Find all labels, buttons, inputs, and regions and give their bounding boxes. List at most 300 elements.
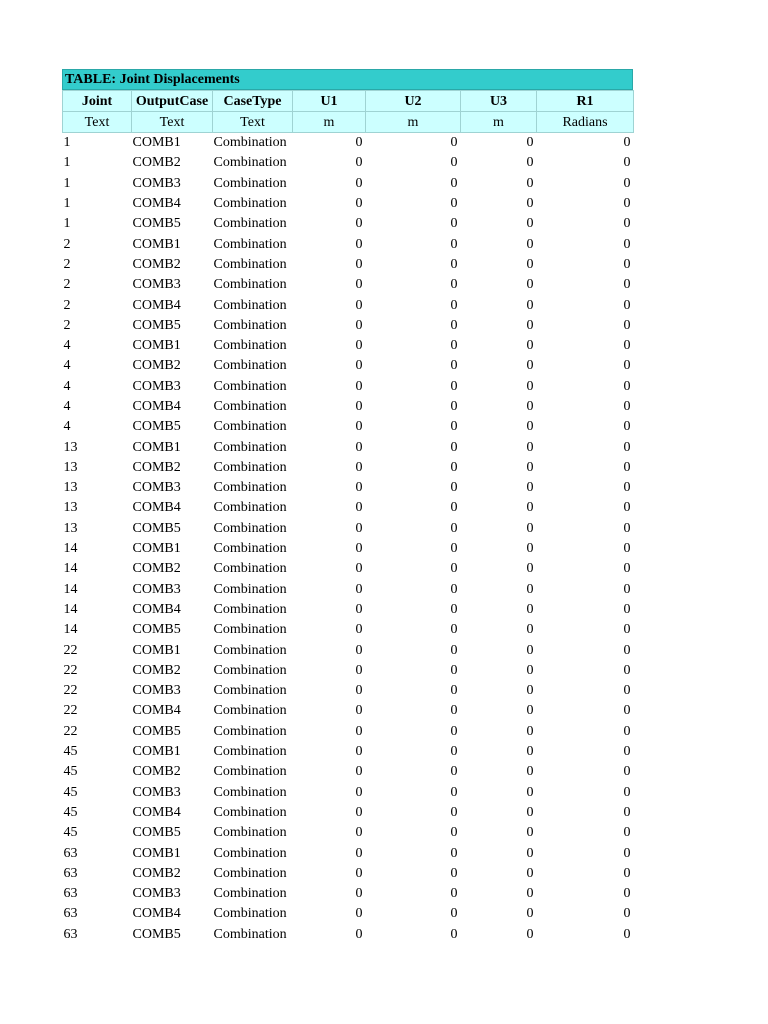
cell-r1: 0 (623, 500, 631, 516)
table-row (63, 600, 634, 620)
table-row (63, 133, 634, 154)
cell-u3: 0 (526, 926, 534, 942)
cell-joint: 45 (63, 825, 78, 841)
cell-u3: 0 (526, 865, 534, 881)
cell-r1: 0 (623, 439, 631, 455)
cell-u2: 0 (450, 338, 458, 354)
cell-outputcase: COMB2 (132, 561, 181, 577)
cell-casetype: Combination (213, 297, 287, 313)
cell-u3: 0 (526, 622, 534, 638)
unit-r1: Radians (537, 112, 634, 133)
table-row (63, 559, 634, 579)
cell-u2: 0 (450, 784, 458, 800)
cell-r1: 0 (623, 723, 631, 739)
header-r1: R1 (537, 91, 634, 112)
unit-u3: m (461, 112, 537, 133)
cell-outputcase: COMB3 (132, 784, 181, 800)
cell-casetype: Combination (213, 378, 287, 394)
cell-r1: 0 (623, 784, 631, 800)
unit-joint: Text (63, 112, 132, 133)
cell-joint: 22 (63, 703, 78, 719)
table-row (63, 783, 634, 803)
cell-u3: 0 (526, 175, 534, 191)
table-row (63, 722, 634, 742)
cell-casetype: Combination (213, 906, 287, 922)
table-row (63, 843, 634, 863)
cell-outputcase: COMB1 (132, 845, 181, 861)
cell-u2: 0 (450, 236, 458, 252)
cell-casetype: Combination (213, 926, 287, 942)
unit-casetype: Text (213, 112, 293, 133)
cell-casetype: Combination (213, 155, 287, 171)
cell-u3: 0 (526, 317, 534, 333)
cell-outputcase: COMB3 (132, 175, 181, 191)
cell-u2: 0 (450, 683, 458, 699)
cell-u2: 0 (450, 135, 458, 151)
cell-outputcase: COMB5 (132, 520, 181, 536)
table-row (63, 498, 634, 518)
cell-u1: 0 (355, 520, 363, 536)
cell-casetype: Combination (213, 541, 287, 557)
cell-u1: 0 (355, 784, 363, 800)
cell-u2: 0 (450, 196, 458, 212)
cell-casetype: Combination (213, 886, 287, 902)
cell-r1: 0 (623, 277, 631, 293)
header-row (63, 91, 634, 112)
cell-casetype: Combination (213, 622, 287, 638)
cell-u2: 0 (450, 723, 458, 739)
cell-r1: 0 (623, 906, 631, 922)
cell-u2: 0 (450, 256, 458, 272)
cell-casetype: Combination (213, 419, 287, 435)
cell-u2: 0 (450, 764, 458, 780)
cell-joint: 1 (63, 155, 71, 171)
table-row (63, 316, 634, 336)
cell-outputcase: COMB1 (132, 744, 181, 760)
cell-joint: 14 (63, 601, 78, 617)
cell-u2: 0 (450, 703, 458, 719)
cell-u3: 0 (526, 135, 534, 151)
cell-u3: 0 (526, 439, 534, 455)
cell-outputcase: COMB5 (132, 723, 181, 739)
cell-u3: 0 (526, 480, 534, 496)
cell-u1: 0 (355, 135, 363, 151)
cell-casetype: Combination (213, 642, 287, 658)
cell-outputcase: COMB1 (132, 338, 181, 354)
cell-joint: 45 (63, 804, 78, 820)
cell-u3: 0 (526, 804, 534, 820)
table-row (63, 823, 634, 843)
cell-joint: 13 (63, 520, 78, 536)
cell-u1: 0 (355, 886, 363, 902)
cell-u3: 0 (526, 541, 534, 557)
cell-u3: 0 (526, 723, 534, 739)
cell-outputcase: COMB2 (132, 155, 181, 171)
cell-u3: 0 (526, 662, 534, 678)
cell-u2: 0 (450, 277, 458, 293)
cell-u3: 0 (526, 236, 534, 252)
cell-casetype: Combination (213, 601, 287, 617)
cell-u2: 0 (450, 642, 458, 658)
cell-u2: 0 (450, 480, 458, 496)
table-row (63, 336, 634, 356)
cell-casetype: Combination (213, 764, 287, 780)
cell-joint: 1 (63, 175, 71, 191)
table-row (63, 417, 634, 437)
cell-u2: 0 (450, 865, 458, 881)
cell-u1: 0 (355, 561, 363, 577)
cell-joint: 22 (63, 662, 78, 678)
cell-u1: 0 (355, 744, 363, 760)
cell-u2: 0 (450, 601, 458, 617)
cell-u3: 0 (526, 825, 534, 841)
cell-casetype: Combination (213, 317, 287, 333)
unit-u2: m (366, 112, 461, 133)
cell-u1: 0 (355, 683, 363, 699)
table-row (63, 640, 634, 660)
cell-u1: 0 (355, 541, 363, 557)
cell-casetype: Combination (213, 825, 287, 841)
cell-u2: 0 (450, 500, 458, 516)
cell-joint: 2 (63, 317, 71, 333)
header-u1: U1 (293, 91, 366, 112)
cell-joint: 1 (63, 196, 71, 212)
cell-outputcase: COMB5 (132, 622, 181, 638)
cell-casetype: Combination (213, 500, 287, 516)
table-row (63, 580, 634, 600)
cell-u2: 0 (450, 825, 458, 841)
cell-r1: 0 (623, 926, 631, 942)
cell-u1: 0 (355, 601, 363, 617)
cell-outputcase: COMB4 (132, 500, 181, 516)
table-row (63, 174, 634, 194)
cell-u1: 0 (355, 358, 363, 374)
cell-r1: 0 (623, 804, 631, 820)
cell-u3: 0 (526, 338, 534, 354)
cell-u1: 0 (355, 703, 363, 719)
cell-casetype: Combination (213, 135, 287, 151)
cell-r1: 0 (623, 825, 631, 841)
cell-u2: 0 (450, 906, 458, 922)
cell-joint: 2 (63, 297, 71, 313)
cell-u2: 0 (450, 520, 458, 536)
cell-casetype: Combination (213, 338, 287, 354)
cell-casetype: Combination (213, 804, 287, 820)
cell-casetype: Combination (213, 216, 287, 232)
cell-joint: 4 (63, 399, 71, 414)
cell-u1: 0 (355, 399, 363, 414)
cell-u1: 0 (355, 459, 363, 475)
cell-joint: 22 (63, 683, 78, 699)
cell-joint: 14 (63, 622, 78, 638)
cell-outputcase: COMB3 (132, 277, 181, 293)
cell-r1: 0 (623, 135, 631, 151)
cell-outputcase: COMB5 (132, 317, 181, 333)
cell-joint: 22 (63, 723, 78, 739)
cell-joint: 13 (63, 480, 78, 496)
table-row (63, 742, 634, 762)
cell-u3: 0 (526, 297, 534, 313)
cell-u1: 0 (355, 926, 363, 942)
unit-u1: m (293, 112, 366, 133)
table-row (63, 701, 634, 721)
cell-casetype: Combination (213, 723, 287, 739)
cell-u3: 0 (526, 642, 534, 658)
cell-outputcase: COMB2 (132, 865, 181, 881)
cell-r1: 0 (623, 865, 631, 881)
cell-joint: 45 (63, 744, 78, 760)
table-row (63, 275, 634, 295)
cell-casetype: Combination (213, 561, 287, 577)
cell-u1: 0 (355, 216, 363, 232)
joint-displacements-sheet (62, 69, 633, 945)
cell-u2: 0 (450, 419, 458, 435)
cell-r1: 0 (623, 886, 631, 902)
cell-u1: 0 (355, 804, 363, 820)
cell-outputcase: COMB3 (132, 480, 181, 496)
cell-u1: 0 (355, 439, 363, 455)
cell-joint: 13 (63, 500, 78, 516)
cell-outputcase: COMB5 (132, 419, 181, 435)
cell-outputcase: COMB4 (132, 297, 181, 313)
table-row (63, 255, 634, 275)
cell-u3: 0 (526, 906, 534, 922)
cell-u3: 0 (526, 378, 534, 394)
table-row (63, 214, 634, 234)
cell-u1: 0 (355, 764, 363, 780)
cell-r1: 0 (623, 297, 631, 313)
cell-u1: 0 (355, 378, 363, 394)
cell-u2: 0 (450, 886, 458, 902)
cell-joint: 1 (63, 216, 71, 232)
cell-outputcase: COMB2 (132, 662, 181, 678)
cell-u2: 0 (450, 155, 458, 171)
cell-u3: 0 (526, 683, 534, 699)
cell-u1: 0 (355, 825, 363, 841)
cell-joint: 45 (63, 784, 78, 800)
cell-casetype: Combination (213, 520, 287, 536)
cell-joint: 63 (63, 886, 78, 902)
cell-joint: 4 (63, 338, 71, 354)
cell-u3: 0 (526, 764, 534, 780)
cell-joint: 4 (63, 378, 71, 394)
cell-r1: 0 (623, 459, 631, 475)
cell-outputcase: COMB2 (132, 764, 181, 780)
cell-u1: 0 (355, 256, 363, 272)
table-row (63, 478, 634, 498)
cell-r1: 0 (623, 561, 631, 577)
cell-u3: 0 (526, 277, 534, 293)
table-row (63, 194, 634, 214)
cell-r1: 0 (623, 520, 631, 536)
cell-joint: 2 (63, 236, 71, 252)
cell-u1: 0 (355, 865, 363, 881)
cell-u1: 0 (355, 196, 363, 212)
cell-r1: 0 (623, 541, 631, 557)
cell-u1: 0 (355, 297, 363, 313)
cell-r1: 0 (623, 317, 631, 333)
cell-u1: 0 (355, 155, 363, 171)
cell-r1: 0 (623, 175, 631, 191)
cell-u2: 0 (450, 662, 458, 678)
cell-casetype: Combination (213, 845, 287, 861)
cell-u1: 0 (355, 581, 363, 597)
cell-r1: 0 (623, 744, 631, 760)
cell-u2: 0 (450, 216, 458, 232)
cell-casetype: Combination (213, 175, 287, 191)
cell-casetype: Combination (213, 784, 287, 800)
cell-outputcase: COMB4 (132, 196, 181, 212)
cell-r1: 0 (623, 764, 631, 780)
cell-u3: 0 (526, 358, 534, 374)
cell-u3: 0 (526, 886, 534, 902)
table-row (63, 377, 634, 397)
cell-u3: 0 (526, 256, 534, 272)
units-row (63, 112, 634, 133)
cell-r1: 0 (623, 358, 631, 374)
header-outputcase: OutputCase (132, 91, 213, 112)
table-title: TABLE: Joint Displacements (62, 69, 633, 90)
cell-outputcase: COMB2 (132, 256, 181, 272)
cell-outputcase: COMB1 (132, 439, 181, 455)
cell-joint: 2 (63, 277, 71, 293)
cell-u3: 0 (526, 500, 534, 516)
cell-u2: 0 (450, 561, 458, 577)
cell-joint: 14 (63, 581, 78, 597)
cell-u2: 0 (450, 804, 458, 820)
cell-u3: 0 (526, 216, 534, 232)
cell-u3: 0 (526, 459, 534, 475)
table-body (63, 133, 634, 945)
cell-outputcase: COMB1 (132, 135, 181, 151)
cell-u2: 0 (450, 845, 458, 861)
cell-outputcase: COMB5 (132, 825, 181, 841)
cell-casetype: Combination (213, 865, 287, 881)
table-row (63, 153, 634, 173)
cell-u3: 0 (526, 419, 534, 435)
table-row (63, 884, 634, 904)
header-u3: U3 (461, 91, 537, 112)
cell-u2: 0 (450, 926, 458, 942)
table-row (63, 620, 634, 640)
cell-u2: 0 (450, 459, 458, 475)
cell-u3: 0 (526, 561, 534, 577)
cell-u3: 0 (526, 845, 534, 861)
table-row (63, 661, 634, 681)
cell-u2: 0 (450, 744, 458, 760)
cell-r1: 0 (623, 419, 631, 435)
cell-r1: 0 (623, 256, 631, 272)
cell-u2: 0 (450, 581, 458, 597)
table-row (63, 458, 634, 478)
cell-u3: 0 (526, 784, 534, 800)
cell-u1: 0 (355, 642, 363, 658)
cell-casetype: Combination (213, 196, 287, 212)
header-joint: Joint (63, 91, 132, 112)
table-row (63, 234, 634, 254)
table-row (63, 437, 634, 457)
cell-joint: 13 (63, 459, 78, 475)
cell-outputcase: COMB2 (132, 459, 181, 475)
cell-u1: 0 (355, 906, 363, 922)
cell-r1: 0 (623, 338, 631, 354)
cell-u2: 0 (450, 399, 458, 414)
cell-u1: 0 (355, 419, 363, 435)
cell-r1: 0 (623, 622, 631, 638)
cell-casetype: Combination (213, 399, 287, 414)
cell-casetype: Combination (213, 358, 287, 374)
cell-joint: 4 (63, 358, 71, 374)
cell-casetype: Combination (213, 703, 287, 719)
cell-u2: 0 (450, 317, 458, 333)
cell-r1: 0 (623, 703, 631, 719)
cell-u1: 0 (355, 500, 363, 516)
cell-joint: 22 (63, 642, 78, 658)
cell-u3: 0 (526, 399, 534, 414)
cell-joint: 14 (63, 541, 78, 557)
cell-joint: 45 (63, 764, 78, 780)
cell-u2: 0 (450, 358, 458, 374)
cell-u1: 0 (355, 338, 363, 354)
cell-r1: 0 (623, 642, 631, 658)
cell-outputcase: COMB3 (132, 683, 181, 699)
cell-r1: 0 (623, 216, 631, 232)
table-row (63, 864, 634, 884)
cell-casetype: Combination (213, 744, 287, 760)
table-row (63, 356, 634, 376)
cell-joint: 4 (63, 419, 71, 435)
joint-displacements-table (62, 90, 634, 945)
cell-r1: 0 (623, 581, 631, 597)
cell-casetype: Combination (213, 662, 287, 678)
cell-u1: 0 (355, 317, 363, 333)
cell-outputcase: COMB3 (132, 581, 181, 597)
table-row (63, 397, 634, 417)
table-row (63, 519, 634, 539)
cell-casetype: Combination (213, 256, 287, 272)
cell-u1: 0 (355, 662, 363, 678)
table-row (63, 681, 634, 701)
cell-casetype: Combination (213, 459, 287, 475)
cell-u1: 0 (355, 480, 363, 496)
cell-r1: 0 (623, 480, 631, 496)
cell-u3: 0 (526, 581, 534, 597)
cell-r1: 0 (623, 683, 631, 699)
cell-joint: 63 (63, 926, 78, 942)
cell-outputcase: COMB4 (132, 703, 181, 719)
cell-outputcase: COMB5 (132, 216, 181, 232)
cell-u3: 0 (526, 703, 534, 719)
cell-u3: 0 (526, 744, 534, 760)
cell-casetype: Combination (213, 581, 287, 597)
cell-joint: 13 (63, 439, 78, 455)
cell-joint: 63 (63, 865, 78, 881)
cell-u3: 0 (526, 520, 534, 536)
cell-joint: 1 (63, 135, 71, 151)
table-row (63, 803, 634, 823)
cell-u2: 0 (450, 378, 458, 394)
cell-outputcase: COMB5 (132, 926, 181, 942)
cell-outputcase: COMB2 (132, 358, 181, 374)
cell-casetype: Combination (213, 683, 287, 699)
cell-outputcase: COMB3 (132, 886, 181, 902)
header-casetype: CaseType (213, 91, 293, 112)
table-row (63, 539, 634, 559)
cell-u2: 0 (450, 622, 458, 638)
cell-joint: 63 (63, 906, 78, 922)
cell-joint: 14 (63, 561, 78, 577)
table-row (63, 904, 634, 924)
